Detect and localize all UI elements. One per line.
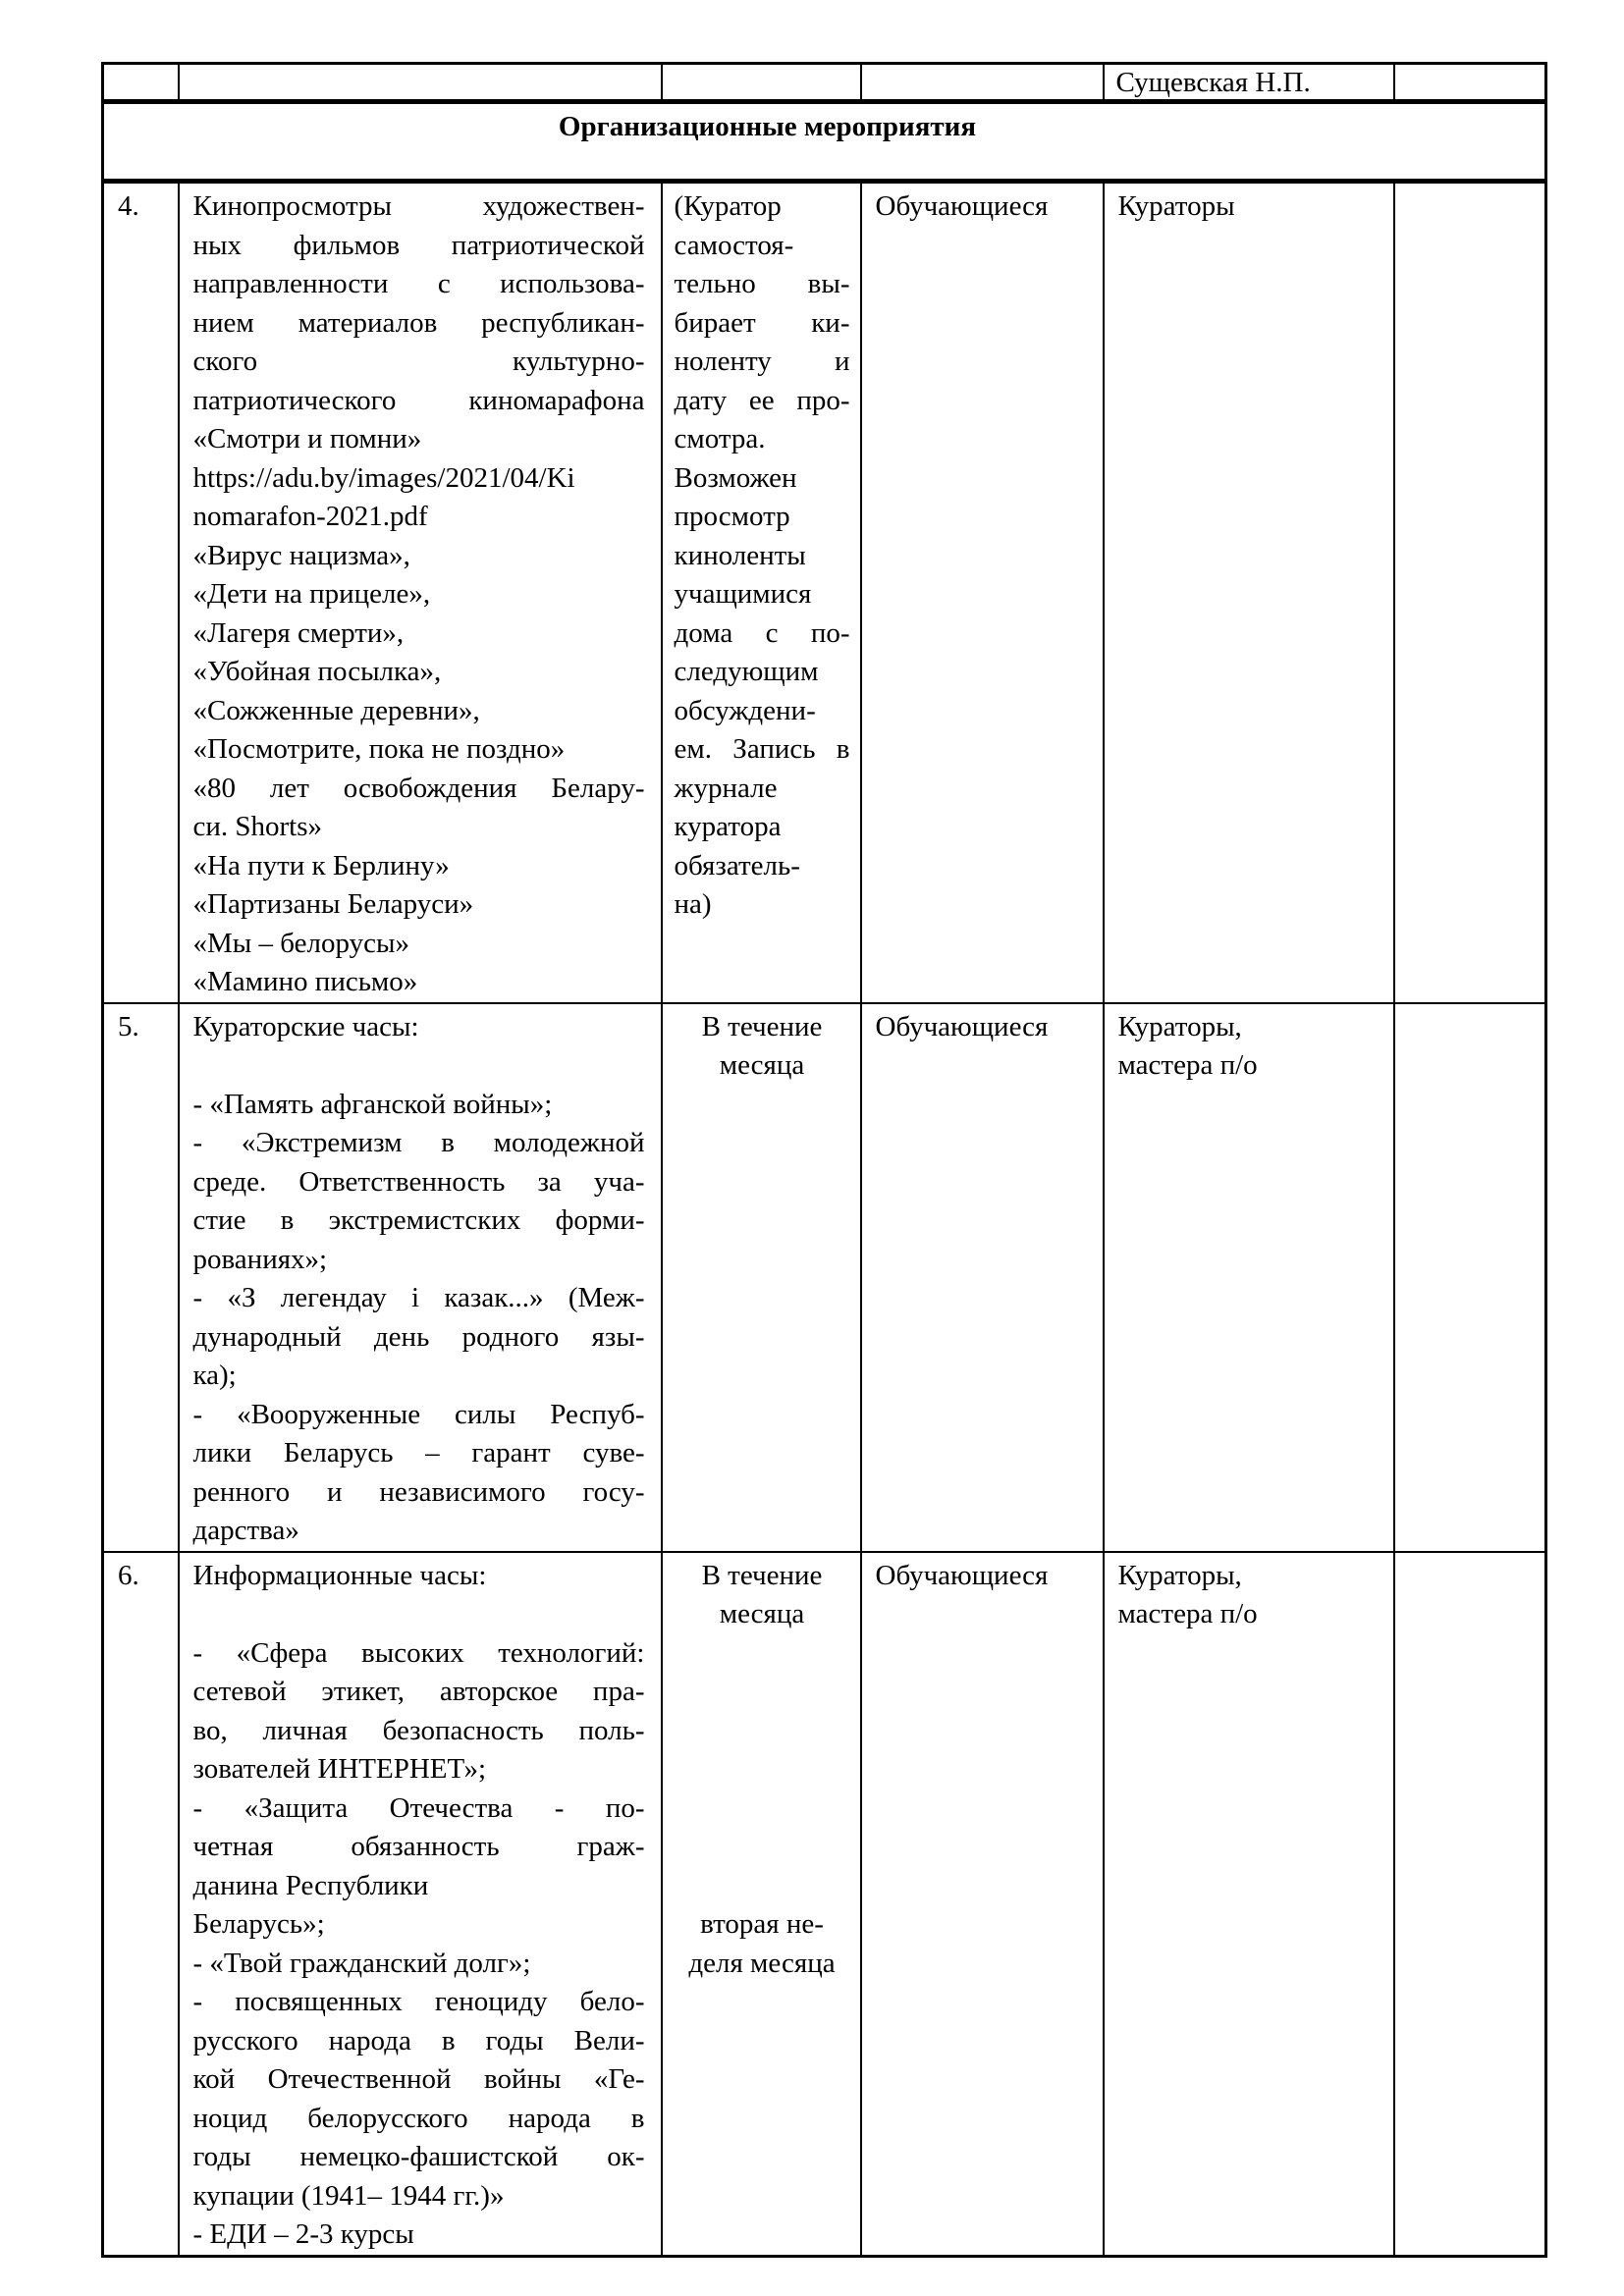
text-line: «Партизаны Беларуси» [192,888,474,920]
text-line: обязатель- [674,849,800,881]
text-line: следующим [674,656,819,687]
signature-row-time-cell [662,64,861,102]
item-6-activity [179,1552,662,2257]
text-line: киноленты [674,539,806,571]
text-line: «80 лет освобождения Белару- [192,772,645,804]
text-line: куратора [674,811,782,842]
text-line: дарства» [192,1515,299,1546]
item-4-responsible [1104,182,1394,1003]
table-row-section-header [103,102,1546,182]
text-line: просмотр [674,501,790,532]
text-line: ноленту и [674,346,850,377]
text-line: - «З легендау і казак...» (Меж- [192,1282,645,1313]
text-line: деля месяца [688,1947,836,1979]
text-line: ных фильмов патриотической [192,229,645,261]
text-line: годы немецко-фашистской ок- [192,2141,645,2172]
text-line: зователей ИНТЕРНЕТ»; [192,1753,486,1785]
text-line [675,1712,850,1751]
text-line: - «Память афганской войны»; [192,1088,553,1120]
text-line: Информационные часы: [192,1559,487,1591]
text-line: мастера п/о [1117,1049,1258,1081]
text-line: тельно вы- [674,268,850,299]
text-line [675,1634,850,1674]
text-line: си. Shorts» [192,811,323,842]
text-line: дома с по- [674,616,850,649]
text-line: В течение [701,1559,823,1591]
text-line: «Убойная посылка», [192,656,442,687]
text-line: «Вирус нацизма», [192,539,410,571]
text-line: Кинопросмотры художествен- [192,190,645,222]
signature-row-participants-cell [861,64,1104,102]
text-line: данина Республики [192,1869,429,1901]
text-line: нием материалов республикан- [192,306,645,339]
text-line [675,1867,850,1906]
text-line: (Куратор [674,190,782,222]
signature-row-activity-cell [179,64,662,102]
section-title: Организационные мероприятия [103,102,1546,182]
text-line: стие в экстремистских форми- [192,1204,645,1236]
table-row-item-5 [103,1003,1546,1552]
item-6-responsible [1104,1552,1394,2257]
text-line: - посвященных геноциду бело- [192,1986,645,2017]
text-line: - ЕДИ – 2-3 курсы [192,2218,414,2250]
text-line: - «Защита Отечества - по- [192,1791,645,1824]
signature-row-empty-cell [1394,64,1546,102]
text-line: «Мы – белорусы» [192,927,409,959]
text-line: русского народа в годы Вели- [192,2024,645,2056]
text-line: месяца [719,1049,805,1081]
text-line: - «Твой гражданский долг»; [192,1947,531,1979]
signature-cell: Сущевская Н.П. [1104,64,1394,102]
item-4-empty-cell [1394,182,1546,1003]
text-line: вторая не- [700,1908,824,1940]
text-line: В течение [701,1010,823,1042]
text-line: - «Вооруженные силы Респуб- [192,1398,645,1430]
item-4-participants [861,182,1104,1003]
item-4-activity [179,182,662,1003]
text-line: Кураторы [1117,190,1235,222]
text-line: Обучающиеся [875,1010,1049,1042]
text-line: ка); [192,1360,237,1391]
text-line: месяца [719,1598,805,1629]
text-line [675,1789,850,1829]
table-row-item-4 [103,182,1546,1003]
item-5-number: 5. [103,1003,179,1552]
table-row-signature [103,64,1546,102]
text-line: сетевой этикет, авторское пра- [192,1676,645,1707]
item-5-participants [861,1003,1104,1552]
text-line: «Мамино письмо» [192,966,418,997]
item-5-activity [179,1003,662,1552]
text-line: ноцид белорусского народа в [192,2102,645,2134]
text-line: «Посмотрите, пока не поздно» [192,733,566,765]
text-line: дату ее про- [674,384,850,416]
text-line [675,1828,850,1867]
item-4-time [662,182,861,1003]
text-line: обсуждени- [674,694,816,726]
text-line: лики Беларусь – гарант суве- [192,1437,645,1468]
item-5-time [662,1003,861,1552]
text-line: «Дети на прицеле», [192,578,431,610]
text-line: бирает ки- [674,306,850,339]
text-line: Обучающиеся [875,1559,1049,1591]
item-5-responsible [1104,1003,1394,1552]
text-line: ем. Запись в [674,733,850,765]
text-line: - «Экстремизм в молодежной [192,1127,645,1158]
signature-row-num-cell [103,64,179,102]
text-line: среде. Ответственность за уча- [192,1165,645,1198]
text-line: - «Сфера высоких технологий: [192,1636,645,1669]
text-line: nomarafon-2021.pdf [192,501,428,532]
item-6-time [662,1552,861,2257]
text-line: патриотического киномарафона [192,384,645,416]
item-6-empty-cell [1394,1552,1546,2257]
text-line: Обучающиеся [875,190,1049,222]
text-line: самостоя- [674,229,794,261]
text-line [193,1595,645,1634]
text-line: «Смотри и помни» [192,423,422,454]
text-line: Кураторы, [1117,1010,1242,1042]
text-line: https://adu.by/images/2021/04/Ki [192,461,575,494]
text-line [675,1750,850,1789]
item-6-number: 6. [103,1552,179,2257]
text-line: ского культурно- [192,346,645,377]
table-row-item-6 [103,1552,1546,2257]
text-line: Беларусь»; [192,1908,325,1940]
text-line: на) [674,888,712,920]
text-line: кой Отечественной войны «Ге- [192,2063,645,2095]
item-4-number: 4. [103,182,179,1003]
text-line: четная обязанность граж- [192,1831,645,1862]
text-line: «Сожженные деревни», [192,694,480,726]
text-line: Кураторские часы: [192,1010,419,1042]
item-6-participants [861,1552,1104,2257]
text-line: Возможен [674,461,797,494]
text-line: купации (1941– 1944 гг.)» [192,2179,505,2212]
text-line: «На пути к Берлину» [192,849,450,881]
plan-table [101,62,1547,2258]
text-line: дународный день родного язы- [192,1320,645,1353]
text-line: во, личная безопасность поль- [192,1714,645,1746]
text-line: журнале [674,772,778,804]
text-line: Кураторы, [1117,1559,1242,1591]
text-line [675,1673,850,1712]
text-line [193,1046,645,1086]
text-line: «Лагеря смерти», [192,616,405,649]
item-5-empty-cell [1394,1003,1546,1552]
text-line: учащимися [674,578,812,610]
text-line: смотра. [674,423,766,454]
text-line: мастера п/о [1117,1598,1258,1629]
text-line: направленности с использова- [192,268,645,299]
text-line: ренного и независимого госу- [192,1475,645,1508]
text-line: рованиях»; [192,1243,328,1275]
